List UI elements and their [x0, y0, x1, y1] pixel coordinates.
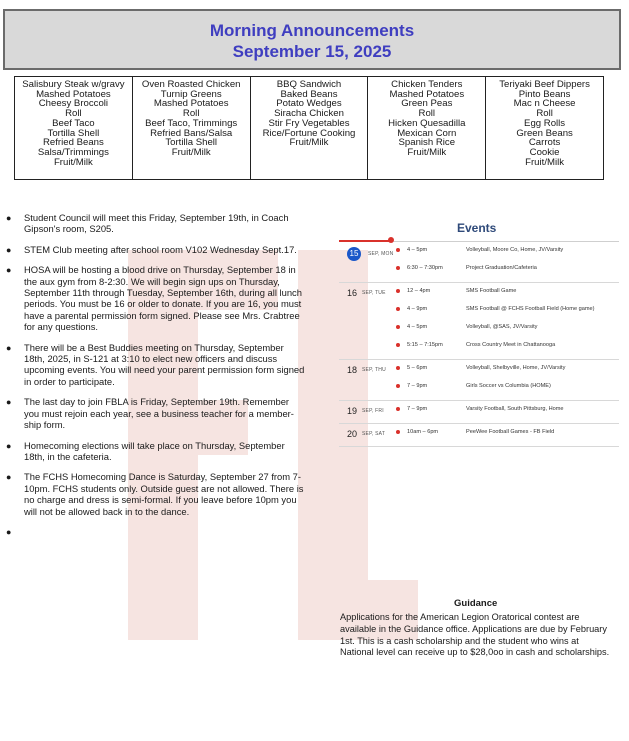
bullet-icon: ●	[6, 342, 12, 353]
event-title: Project Graduation/Cafeteria	[466, 265, 537, 271]
event-dot-icon	[396, 384, 400, 388]
event-row[interactable]	[339, 378, 619, 396]
menu-item: Spanish Rice	[398, 137, 456, 149]
menu-item: Rice/Fortune Cooking	[262, 127, 356, 139]
events-calendar	[339, 242, 619, 447]
event-row[interactable]	[339, 360, 619, 378]
announcement-text: There will be a Best Buddies meeting on Thursday, September 18th, 2025, in S-121 at 3:10 to elect new officers and discuss upcoming events. You will need your parent permission form signed in order to participate.	[24, 341, 305, 387]
event-day-group	[339, 283, 619, 360]
menu-item: Chicken Tenders	[391, 79, 463, 90]
menu-day-column	[133, 77, 251, 179]
event-row[interactable]	[339, 260, 619, 278]
menu-item: Egg Rolls	[524, 117, 566, 129]
menu-day-column	[486, 77, 603, 179]
event-time: 10am – 6pm	[407, 429, 439, 435]
menu-day-column	[251, 77, 369, 179]
day-number: 18	[347, 365, 358, 375]
menu-item: Mexican Corn	[397, 127, 457, 139]
menu-item: Turnip Greens	[160, 88, 222, 100]
menu-item: Refried Bans/Salsa	[150, 127, 233, 139]
event-dot-icon	[396, 430, 400, 434]
bullet-icon: ●	[6, 526, 12, 537]
event-time: 4 – 5pm	[407, 324, 428, 330]
menu-item: Fruit/Milk	[407, 146, 447, 158]
menu-item: Green Beans	[516, 127, 573, 139]
menu-day-column	[15, 77, 133, 179]
menu-day-column	[368, 77, 486, 179]
menu-item: Green Peas	[401, 98, 453, 110]
day-weekday: SEP, TUE	[362, 290, 386, 296]
announcement-item	[6, 440, 306, 463]
day-number: 15	[347, 247, 361, 261]
event-dot-icon	[396, 248, 400, 252]
announcement-text: STEM Club meeting after school room V102 Wednesday Sept.17.	[24, 243, 297, 255]
event-dot-icon	[396, 325, 400, 329]
event-row[interactable]	[339, 337, 619, 355]
event-time: 5:15 – 7:15pm	[407, 342, 443, 348]
event-dot-icon	[396, 307, 400, 311]
announcement-item	[6, 212, 306, 235]
bullet-icon: ●	[6, 244, 12, 255]
announcement-item	[6, 244, 306, 255]
event-day-group	[339, 401, 619, 424]
menu-item: Carrots	[528, 137, 561, 149]
menu-item: Beef Taco, Trimmings	[145, 117, 238, 129]
menu-item: Mashed Potatoes	[389, 88, 465, 100]
event-title: SMS Football @ FCHS Football Field (Home game)	[466, 306, 595, 312]
menu-item: Tortilla Shell	[47, 127, 100, 139]
menu-item: Roll	[182, 108, 200, 120]
event-time: 5 – 6pm	[407, 365, 428, 371]
event-title: PeeWee Football Games - FB Field	[466, 429, 555, 435]
event-title: Cross Country Meet in Chattanooga	[466, 342, 556, 348]
event-dot-icon	[396, 289, 400, 293]
day-weekday: SEP, SAT	[362, 431, 386, 437]
bullet-icon: ●	[6, 472, 12, 483]
bullet-icon: ●	[6, 265, 12, 276]
event-time: 4 – 9pm	[407, 306, 428, 312]
menu-item: Siracha Chicken	[274, 108, 344, 120]
day-number: 19	[347, 406, 358, 416]
menu-item: Salsa/Trimmings	[37, 146, 109, 158]
event-title: SMS Football Game	[466, 288, 517, 294]
day-number: 16	[347, 288, 358, 298]
bullet-icon: ●	[6, 397, 12, 408]
bullet-icon: ●	[6, 213, 12, 223]
page-date: September 15, 2025	[232, 42, 392, 61]
lunch-menu	[14, 76, 604, 180]
event-row[interactable]	[339, 319, 619, 337]
menu-item: Cheesy Broccoli	[38, 98, 109, 110]
event-time: 4 – 5pm	[407, 247, 428, 253]
event-day-group	[339, 242, 619, 283]
announcements-list	[6, 212, 306, 537]
menu-item: Pinto Beans	[518, 88, 571, 100]
menu-item: Teriyaki Beef Dippers	[499, 79, 590, 90]
menu-item: Roll	[418, 108, 436, 120]
menu-item: Mashed Potatoes	[153, 98, 229, 110]
menu-item: Roll	[536, 108, 553, 120]
page-title: Morning Announcements	[209, 21, 415, 40]
event-dot-icon	[396, 266, 400, 270]
events-title: Events	[457, 221, 497, 235]
event-row[interactable]	[339, 424, 619, 442]
announcement-item	[6, 471, 306, 517]
menu-item: BBQ Sandwich	[276, 79, 342, 90]
announcement-item	[6, 342, 306, 388]
guidance-body: Applications for the American Legion Oratorical contest are available in the Guidance office. Applications are due by February 1st. This is a cash scholarship and the student who wins at National level can receive up to $28,0oo in cash and scholarships.	[340, 612, 610, 658]
menu-item: Oven Roasted Chicken	[141, 79, 241, 90]
event-title: Volleyball, @SAS, JV/Varsity	[466, 324, 538, 330]
announcement-text: HOSA will be hosting a blood drive on Thursday, September 18 in the aux gym from 8-2:30. We will begin sign ups on Thursday, September 11th through Tuesday, September 16th, during all lunch periods. You must be 16 or older to donate. If you are 16, you must have a parental permission form signed. Please see Mrs. Crabtree for any questions.	[24, 264, 302, 333]
header-banner	[3, 9, 621, 70]
event-time: 6:30 – 7:30pm	[407, 265, 443, 271]
announcement-text: The FCHS Homecoming Dance is Saturday, September 27 from 7-10pm. FCHS students only. Outside guest are not allowed. There is no charge and dress is semi-formal. If you leave before 10pm you will not be allowed back in to the dance.	[24, 471, 304, 517]
event-row[interactable]	[339, 301, 619, 319]
announcement-item	[6, 264, 306, 332]
menu-item: Tortilla Shell	[165, 137, 218, 149]
event-row[interactable]	[339, 283, 619, 301]
menu-item: Potato Wedges	[276, 98, 342, 110]
event-time: 7 – 9pm	[407, 383, 428, 389]
event-row[interactable]	[339, 401, 619, 419]
day-number: 20	[347, 429, 358, 439]
menu-item: Roll	[65, 108, 82, 120]
menu-item: Beef Taco	[52, 117, 95, 129]
bullet-icon: ●	[6, 440, 12, 451]
menu-item: Fruit/Milk	[171, 146, 211, 158]
event-title: Volleyball, Moore Co, Home, JV/Varsity	[466, 247, 564, 253]
menu-item: Salisbury Steak w/gravy	[22, 79, 125, 90]
menu-item: Baked Beans	[280, 88, 338, 100]
event-time: 7 – 9pm	[407, 406, 428, 412]
event-day-group	[339, 424, 619, 447]
event-time: 12 – 4pm	[407, 288, 431, 294]
announcement-text: Student Council will meet this Friday, September 19th, in Coach Gipson's room, S205.	[24, 212, 289, 235]
announcement-item	[6, 396, 306, 430]
announcement-text: The last day to join FBLA is Friday, September 19th. Remember you must rejoin each year, see a business teacher for a member-ship form.	[24, 396, 294, 431]
menu-item: Fruit/Milk	[53, 156, 93, 168]
event-dot-icon	[396, 407, 400, 411]
event-title: Volleyball, Shelbyville, Home, JV/Varsity	[466, 365, 566, 371]
event-dot-icon	[396, 366, 400, 370]
day-weekday: SEP, FRI	[362, 408, 384, 414]
day-weekday: SEP, THU	[362, 367, 386, 373]
day-weekday: SEP, MON	[368, 251, 394, 257]
event-day-group	[339, 360, 619, 401]
menu-item: Fruit/Milk	[525, 156, 565, 168]
announcement-text: Homecoming elections will take place on Thursday, September 18th, in the cafeteria.	[24, 439, 285, 462]
menu-item: Cookie	[529, 146, 560, 158]
event-row[interactable]	[339, 242, 619, 260]
menu-item: Mashed Potatoes	[36, 88, 111, 100]
menu-item: Fruit/Milk	[289, 137, 329, 149]
event-title: Varsity Football, South Pittsburg, Home	[466, 406, 564, 412]
menu-item: Hicken Quesadilla	[388, 117, 466, 129]
menu-item: Mac n Cheese	[513, 98, 576, 110]
event-title: Girls Soccer vs Columbia (HOME)	[466, 383, 551, 389]
menu-item: Stir Fry Vegetables	[268, 117, 350, 129]
event-dot-icon	[396, 343, 400, 347]
menu-item: Refried Beans	[43, 137, 104, 149]
guidance-title: Guidance	[454, 598, 498, 609]
